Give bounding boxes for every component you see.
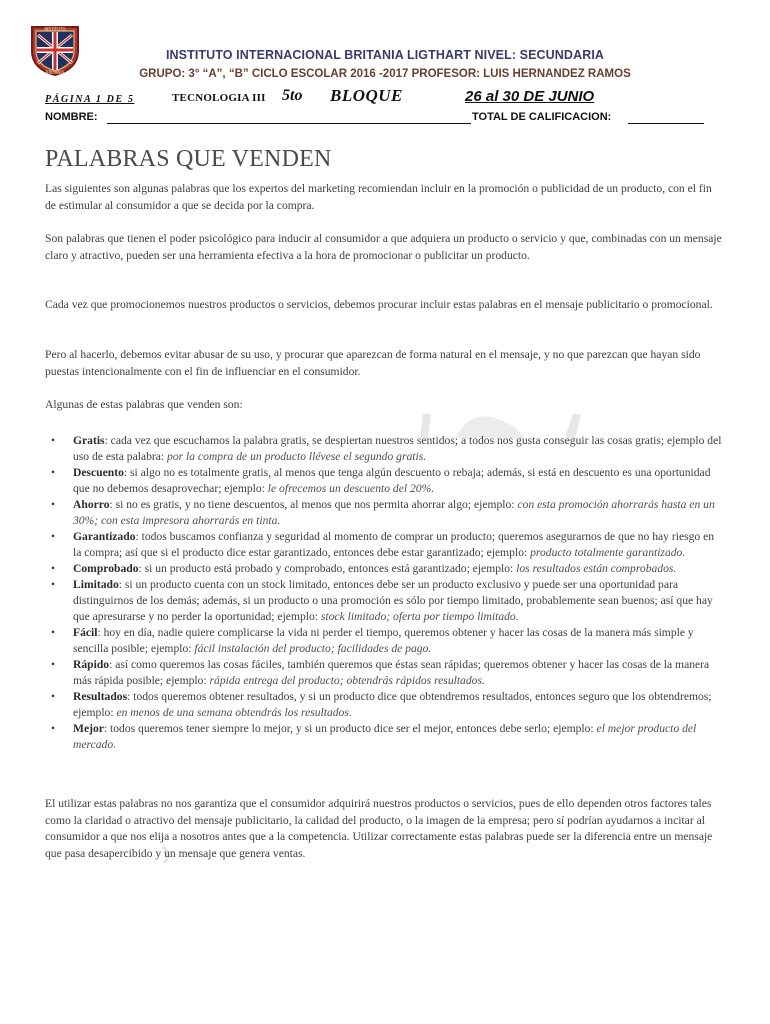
- paragraph-power: Son palabras que tienen el poder psicológico para inducir al consumidor a que adquiera un producto o servicio y que, combinadas con un mensaje claro y atractivo, pueden ser una herramienta efectiva a la hora de promocionar o publicitar un producto.: [45, 232, 722, 262]
- list-item: [45, 465, 725, 497]
- word-description: : si un producto está probado y comprobado, entonces está garantizado; ejemplo:: [138, 562, 517, 575]
- list-item: [45, 497, 725, 529]
- word-example: rápida entrega del producto; obtendrás rápidos resultados: [209, 674, 482, 687]
- word-end: .: [673, 562, 677, 575]
- word-example: en menos de una semana obtendrás los resultados: [116, 706, 349, 719]
- word-example: el mejor producto del mercado: [73, 722, 697, 751]
- word-term: Mejor: [73, 722, 104, 735]
- word-term: Descuento: [73, 466, 124, 479]
- crest-top-text: INSTITUTO: [44, 26, 66, 32]
- word-example: le ofrecemos un descuento del 20%: [267, 482, 432, 495]
- word-description: : todos queremos tener siempre lo mejor, y si un producto dice ser el mejor, entonces debe serlo; ejemplo:: [103, 722, 597, 735]
- name-blank-line: [107, 123, 471, 124]
- word-example: por la compra de un producto llévese el segundo gratis: [167, 450, 424, 463]
- word-description: : todos buscamos confianza y seguridad al momento de comprar un producto; queremos asegurarnos de que no hay riesgo en la compra; así que si el producto dice estar garantizado, entonces debe estar garantizado; ejemplo:: [73, 530, 715, 559]
- total-score-blank-line: [628, 123, 704, 124]
- list-item: [45, 529, 725, 561]
- bullet-icon: •: [51, 578, 56, 591]
- word-end: .: [277, 514, 281, 527]
- list-item: [45, 561, 725, 577]
- paragraph-closing: El utilizar estas palabras no nos garantiza que el consumidor adquirirá nuestros productos o servicios, pues de ello dependen otros factores tales como la claridad o atractivo del mensaje publicitario, la calidad del producto, o la imagen de la empresa; pero sí podrían ayudarnos a incitar al consumidor a que nos elija a nosotros antes que a la competencia. Utilizar correctamente estas palabras puede ser la diferencia entre un mensaje que pasa desapercibido y un mensaje que genera ventas.: [45, 797, 713, 860]
- name-label: NOMBRE:: [45, 111, 98, 123]
- bullet-icon: •: [51, 626, 56, 639]
- word-term: Gratis: [73, 434, 105, 447]
- bullet-icon: •: [51, 434, 56, 447]
- paragraph-intro: Las siguientes son algunas palabras que los expertos del marketing recomiendan incluir en la promoción o publicidad de un producto, con el fin de estimular al consumidor a que se decida por la compra.: [45, 182, 712, 212]
- word-description: : si algo no es totalmente gratis, al menos que tenga algún descuento o rebaja; además, si está en descuento es una oportunidad que no debemos desaprovechar; ejemplo:: [73, 466, 711, 495]
- word-end: .: [481, 674, 485, 687]
- word-description: : cada vez que escuchamos la palabra gratis, se despiertan nuestros sentidos; a todos nos gusta conseguir las cosas gratis; ejemplo del uso de esta palabra:: [73, 434, 722, 463]
- date-range: 26 al 30 DE JUNIO: [465, 88, 595, 105]
- bullet-icon: •: [51, 690, 56, 703]
- word-example: con esta promoción ahorrarás hasta en un 30%; con esta impresora ahorrarás en tinta: [73, 498, 715, 527]
- word-description: : así como queremos las cosas fáciles, también queremos que éstas sean rápidas; queremos obtener y hacer las cosas de la manera más rápida posible; ejemplo:: [73, 658, 710, 687]
- list-item: [45, 433, 725, 465]
- paragraph-list-intro: Algunas de estas palabras que venden son:: [45, 398, 243, 411]
- document-title: PALABRAS QUE VENDEN: [45, 146, 332, 172]
- bullet-icon: •: [51, 530, 56, 543]
- bullet-icon: •: [51, 658, 56, 671]
- word-term: Limitado: [73, 578, 119, 591]
- word-description: : hoy en día, nadie quiere complicarse la vida ni perder el tiempo, queremos obtener y hacer las cosas de la manera más simple y sencilla posible; ejemplo:: [73, 626, 694, 655]
- page-number: PÁGINA 1 DE 5: [45, 94, 135, 105]
- list-item: [45, 625, 725, 657]
- word-term: Comprobado: [73, 562, 139, 575]
- word-end: .: [682, 546, 686, 559]
- list-item: [45, 577, 725, 625]
- bullet-icon: •: [51, 466, 56, 479]
- bullet-icon: •: [51, 722, 56, 735]
- word-end: .: [428, 642, 432, 655]
- word-end: .: [515, 610, 519, 623]
- word-example: fácil instalación del producto; facilidades de pago: [194, 642, 429, 655]
- bullet-icon: •: [51, 498, 56, 511]
- total-score-label: TOTAL DE CALIFICACION:: [472, 111, 612, 123]
- word-example: los resultados están comprobados: [516, 562, 674, 575]
- word-end: .: [348, 706, 352, 719]
- word-example: stock limitado; oferta por tiempo limitado: [320, 610, 516, 623]
- list-item: [45, 657, 725, 689]
- word-end: .: [423, 450, 427, 463]
- paragraph-caution: Pero al hacerlo, debemos evitar abusar de su uso, y procurar que aparezcan de forma natural en el mensaje, y no que parezcan que hayan sido puestas intencionalmente con el fin de influenciar en el consumidor.: [45, 348, 701, 378]
- word-end: .: [431, 482, 435, 495]
- list-item: [45, 689, 725, 721]
- word-term: Rápido: [73, 658, 110, 671]
- institute-heading: INSTITUTO INTERNACIONAL BRITANIA LIGTHART NIVEL: SECUNDARIA: [165, 48, 605, 62]
- word-description: : si un producto cuenta con un stock limitado, entonces debe ser un producto exclusivo y puede ser una oportunidad para distinguirnos de los demás; además, si un producto o una promoción es sólo por tiempo limitado, probablemente sean buenos; así que hay que apresurarse y no perder la oportunidad; ejemplo:: [73, 578, 713, 623]
- word-term: Fácil: [73, 626, 98, 639]
- word-term: Resultados: [73, 690, 128, 703]
- crest-bottom-text: BRITANIA: [45, 70, 65, 75]
- word-description: : si no es gratis, y no tiene descuentos, al menos que nos permita ahorrar algo; ejemplo:: [109, 498, 518, 511]
- subject: TECNOLOGIA III: [172, 92, 266, 104]
- word-description: : todos queremos obtener resultados, y si un producto dice que obtendremos resultados, entonces seguro que los obtendremos; ejemplo:: [73, 690, 712, 719]
- paragraph-promotion: Cada vez que promocionemos nuestros productos o servicios, debemos procurar incluir estas palabras en el mensaje publicitario o promocional.: [45, 298, 713, 311]
- selling-words-list: [45, 433, 725, 753]
- grade: 5to: [282, 87, 303, 104]
- group-line: GRUPO: 3° “A”, “B” CICLO ESCOLAR 2016 -2017 PROFESOR: LUIS HERNANDEZ RAMOS: [139, 68, 631, 80]
- word-term: Ahorro: [73, 498, 110, 511]
- page-info-row: [45, 86, 745, 109]
- word-term: Garantizado: [73, 530, 136, 543]
- list-item: [45, 721, 725, 753]
- bullet-icon: •: [51, 562, 56, 575]
- block-label: BLOQUE: [330, 86, 403, 105]
- word-end: .: [113, 738, 117, 751]
- word-example: producto totalmente garantizado: [530, 546, 683, 559]
